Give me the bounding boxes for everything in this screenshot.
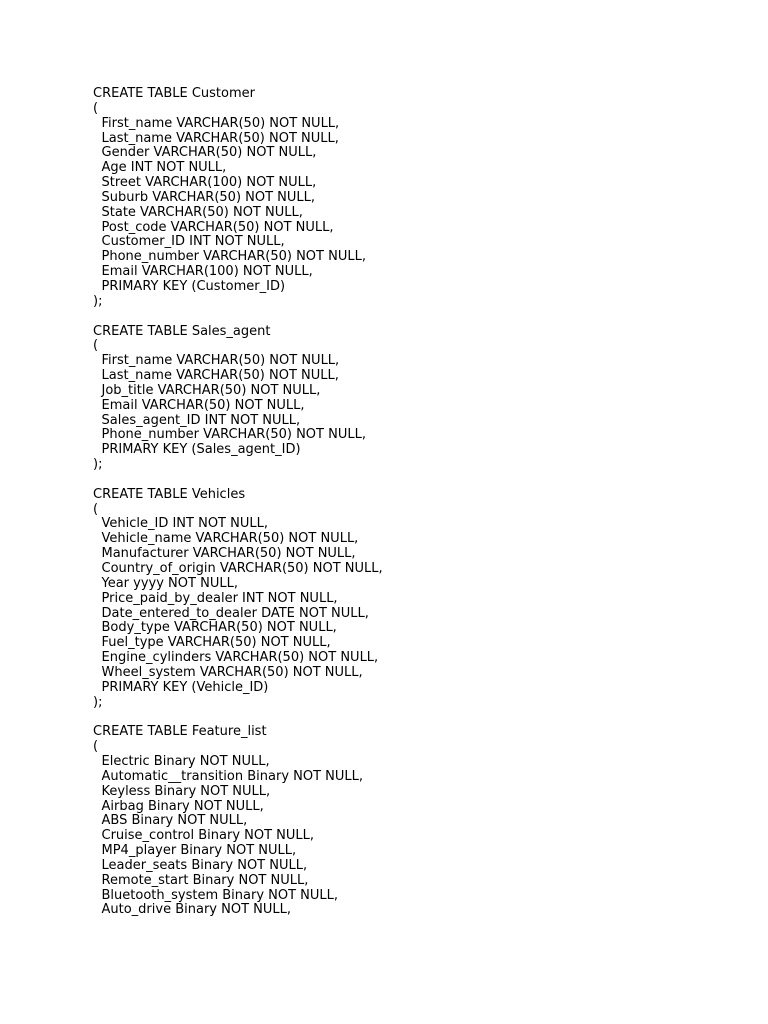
column-definition: Manufacturer VARCHAR(50) NOT NULL, <box>101 546 356 562</box>
column-definition: Vehicle_name VARCHAR(50) NOT NULL, <box>101 531 359 547</box>
column-definition: Body_type VARCHAR(50) NOT NULL, <box>101 620 337 636</box>
column-definition: Suburb VARCHAR(50) NOT NULL, <box>101 189 316 205</box>
table-definition-vehicles <box>93 488 733 711</box>
column-definition: First_name VARCHAR(50) NOT NULL, <box>101 115 340 131</box>
table-definition-customer <box>93 87 733 310</box>
column-definition: Country_of_origin VARCHAR(50) NOT NULL, <box>101 561 383 576</box>
column-definition: State VARCHAR(50) NOT NULL, <box>101 204 303 220</box>
open-paren: ( <box>93 739 99 755</box>
column-definition: Vehicle_ID INT NOT NULL, <box>101 516 268 532</box>
close-paren: ); <box>93 694 103 710</box>
column-definition: Phone_number VARCHAR(50) NOT NULL, <box>101 427 366 443</box>
column-definition: Customer_ID INT NOT NULL, <box>101 234 285 250</box>
column-definition: Price_paid_by_dealer INT NOT NULL, <box>101 590 338 606</box>
column-definition: Sales_agent_ID INT NOT NULL, <box>101 412 301 428</box>
open-paren: ( <box>93 501 99 517</box>
primary-key-definition: PRIMARY KEY (Customer_ID) <box>101 278 286 294</box>
column-definition: Job_title VARCHAR(50) NOT NULL, <box>101 382 321 398</box>
column-definition: Bluetooth_system Binary NOT NULL, <box>101 887 339 903</box>
column-definition: Auto_drive Binary NOT NULL, <box>101 902 292 918</box>
close-paren: ); <box>93 293 103 309</box>
create-table-header: CREATE TABLE Feature_list <box>93 724 267 740</box>
column-definition: Cruise_control Binary NOT NULL, <box>101 828 315 844</box>
close-paren: ); <box>93 457 103 473</box>
column-definition: Date_entered_to_dealer DATE NOT NULL, <box>101 605 369 621</box>
create-table-header: CREATE TABLE Customer <box>93 86 255 101</box>
table-definition-feature-list <box>93 725 733 918</box>
column-definition: Leader_seats Binary NOT NULL, <box>101 857 308 873</box>
column-definition: Email VARCHAR(50) NOT NULL, <box>101 397 305 413</box>
column-definition: MP4_player Binary NOT NULL, <box>101 843 297 859</box>
column-definition: ABS Binary NOT NULL, <box>101 813 248 829</box>
column-definition: Remote_start Binary NOT NULL, <box>101 872 309 888</box>
column-definition: Airbag Binary NOT NULL, <box>101 798 264 814</box>
column-definition: First_name VARCHAR(50) NOT NULL, <box>101 353 340 369</box>
column-definition: Year yyyy NOT NULL, <box>101 575 238 591</box>
primary-key-definition: PRIMARY KEY (Vehicle_ID) <box>101 679 269 695</box>
column-definition: Gender VARCHAR(50) NOT NULL, <box>101 145 317 161</box>
create-table-header: CREATE TABLE Vehicles <box>93 486 246 502</box>
column-definition: Phone_number VARCHAR(50) NOT NULL, <box>101 249 366 265</box>
column-definition: Last_name VARCHAR(50) NOT NULL, <box>101 368 339 384</box>
column-definition: Email VARCHAR(100) NOT NULL, <box>101 264 313 280</box>
column-definition: Electric Binary NOT NULL, <box>101 753 270 769</box>
column-definition: Fuel_type VARCHAR(50) NOT NULL, <box>101 635 331 651</box>
open-paren: ( <box>93 100 99 116</box>
primary-key-definition: PRIMARY KEY (Sales_agent_ID) <box>101 442 301 458</box>
column-definition: Street VARCHAR(100) NOT NULL, <box>101 175 317 191</box>
column-definition: Last_name VARCHAR(50) NOT NULL, <box>101 130 339 146</box>
column-definition: Age INT NOT NULL, <box>101 160 227 176</box>
column-definition: Automatic__transition Binary NOT NULL, <box>101 768 364 784</box>
column-definition: Post_code VARCHAR(50) NOT NULL, <box>101 219 334 235</box>
column-definition: Engine_cylinders VARCHAR(50) NOT NULL, <box>101 650 379 666</box>
table-definition-sales-agent <box>93 325 733 473</box>
column-definition: Wheel_system VARCHAR(50) NOT NULL, <box>101 664 363 680</box>
sql-document <box>93 87 733 933</box>
open-paren: ( <box>93 338 99 354</box>
create-table-header: CREATE TABLE Sales_agent <box>93 323 271 339</box>
column-definition: Keyless Binary NOT NULL, <box>101 783 271 799</box>
